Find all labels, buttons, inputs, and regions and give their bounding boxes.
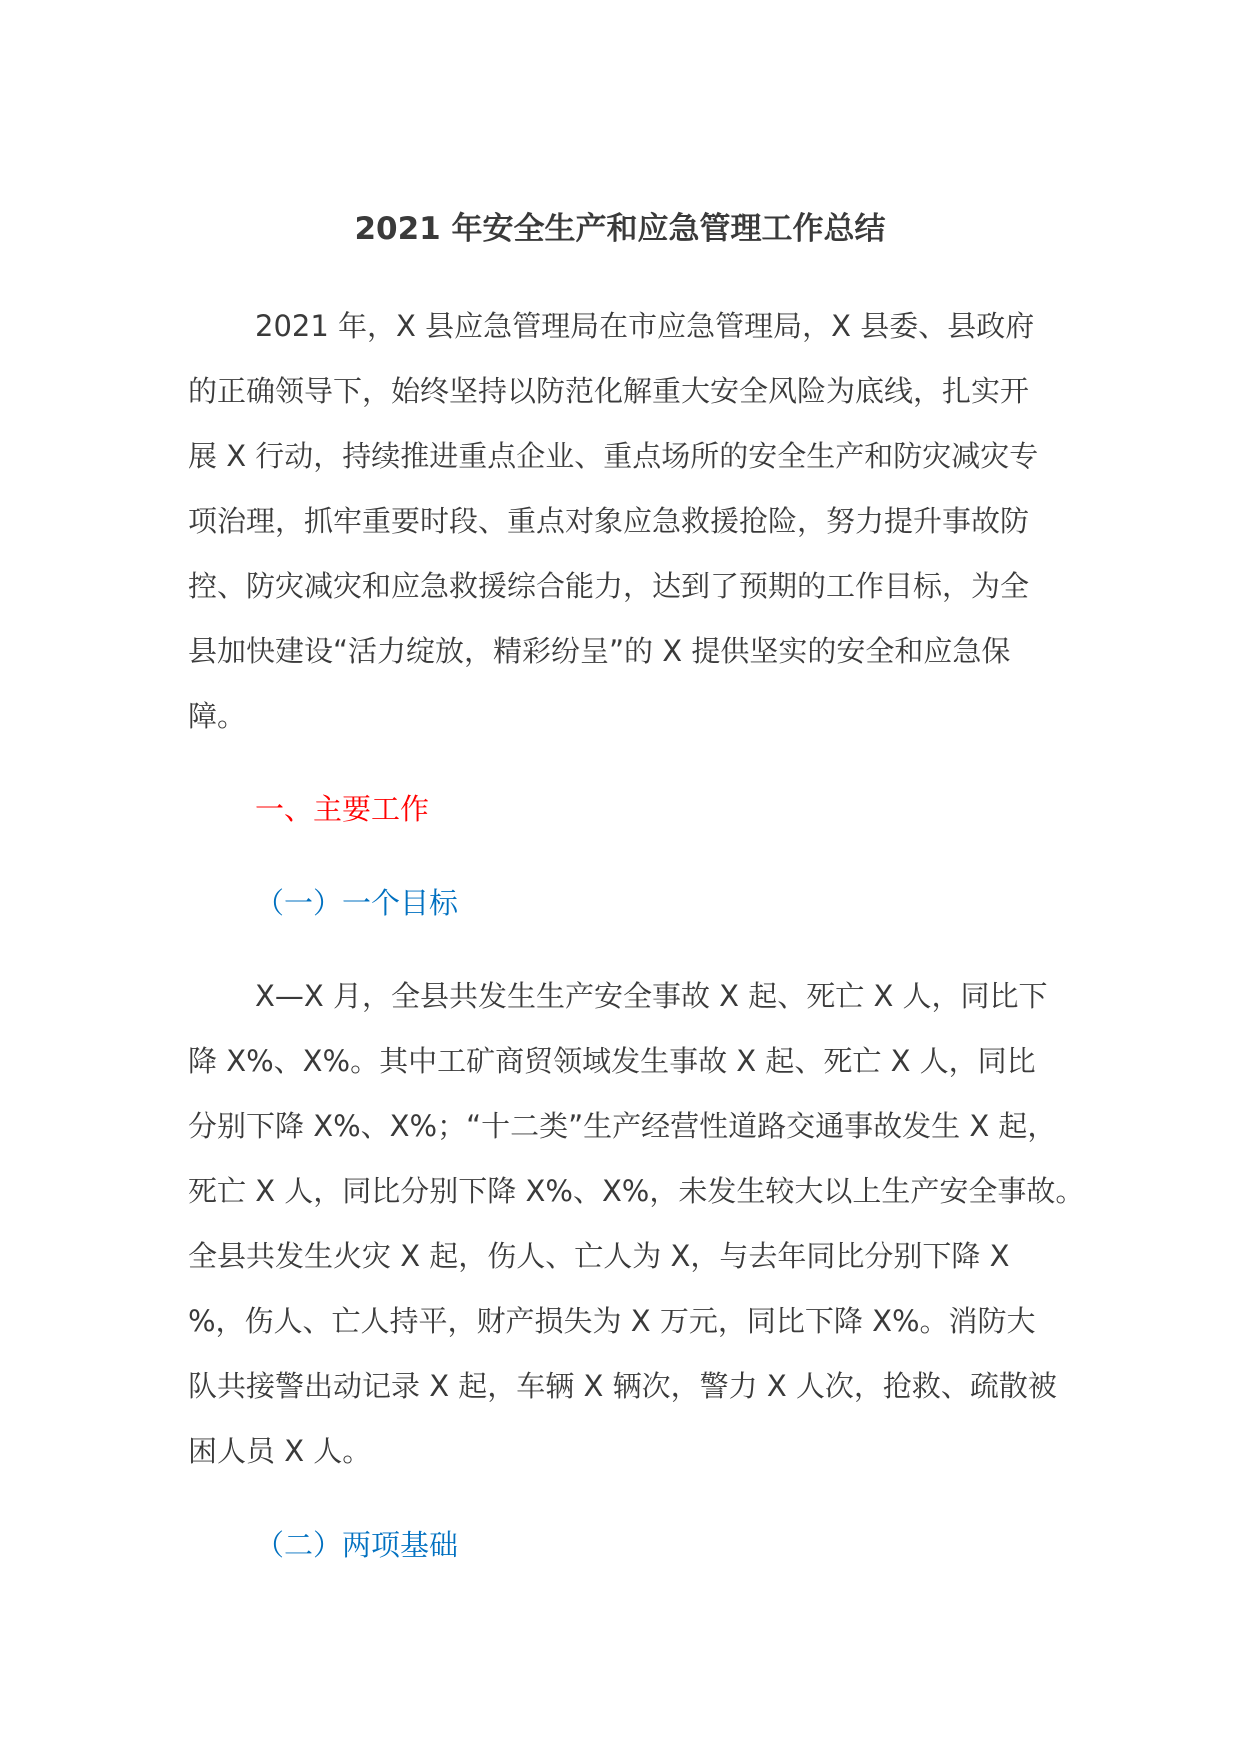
paragraph-line: 控、防灾减灾和应急救援综合能力，达到了预期的工作目标，为全	[188, 569, 1030, 603]
section-heading-main-work: 一、主要工作	[255, 792, 430, 826]
paragraph-line: 县加快建设“活力绽放，精彩纷呈”的 X 提供坚实的安全和应急保	[188, 634, 1011, 668]
paragraph-line: 全县共发生火灾 X 起，伤人、亡人为 X，与去年同比分别下降 X	[188, 1239, 1010, 1273]
paragraph-line: 展 X 行动，持续推进重点企业、重点场所的安全生产和防灾减灾专	[188, 439, 1039, 473]
goal-paragraph	[188, 964, 1108, 1484]
paragraph-line: 死亡 X 人，同比分别下降 X%、X%，未发生较大以上生产安全事故。	[188, 1174, 1085, 1208]
paragraph-line: 2021 年，X 县应急管理局在市应急管理局，X 县委、县政府	[255, 309, 1035, 343]
paragraph-line: 的正确领导下，始终坚持以防范化解重大安全风险为底线，扎实开	[188, 374, 1030, 408]
paragraph-line: 分别下降 X%、X%；“十二类”生产经营性道路交通事故发生 X 起，	[188, 1109, 1057, 1143]
paragraph-line: 困人员 X 人。	[188, 1434, 372, 1468]
intro-paragraph	[188, 294, 1108, 749]
subsection-heading-one-goal: （一）一个目标	[255, 886, 459, 920]
paragraph-line: 障。	[188, 699, 247, 733]
paragraph-line: 项治理，抓牢重要时段、重点对象应急救援抢险，努力提升事故防	[188, 504, 1030, 538]
paragraph-line: X—X 月，全县共发生生产安全事故 X 起、死亡 X 人，同比下	[255, 979, 1048, 1013]
paragraph-line: 队共接警出动记录 X 起，车辆 X 辆次，警力 X 人次，抢救、疏散被	[188, 1369, 1057, 1403]
subsection-heading-two-foundations: （二）两项基础	[255, 1528, 459, 1562]
paragraph-line: 降 X%、X%。其中工矿商贸领域发生事故 X 起、死亡 X 人，同比	[188, 1044, 1036, 1078]
document-title: 2021 年安全生产和应急管理工作总结	[354, 211, 886, 247]
paragraph-line: %，伤人、亡人持平，财产损失为 X 万元，同比下降 X%。消防大	[188, 1304, 1036, 1338]
